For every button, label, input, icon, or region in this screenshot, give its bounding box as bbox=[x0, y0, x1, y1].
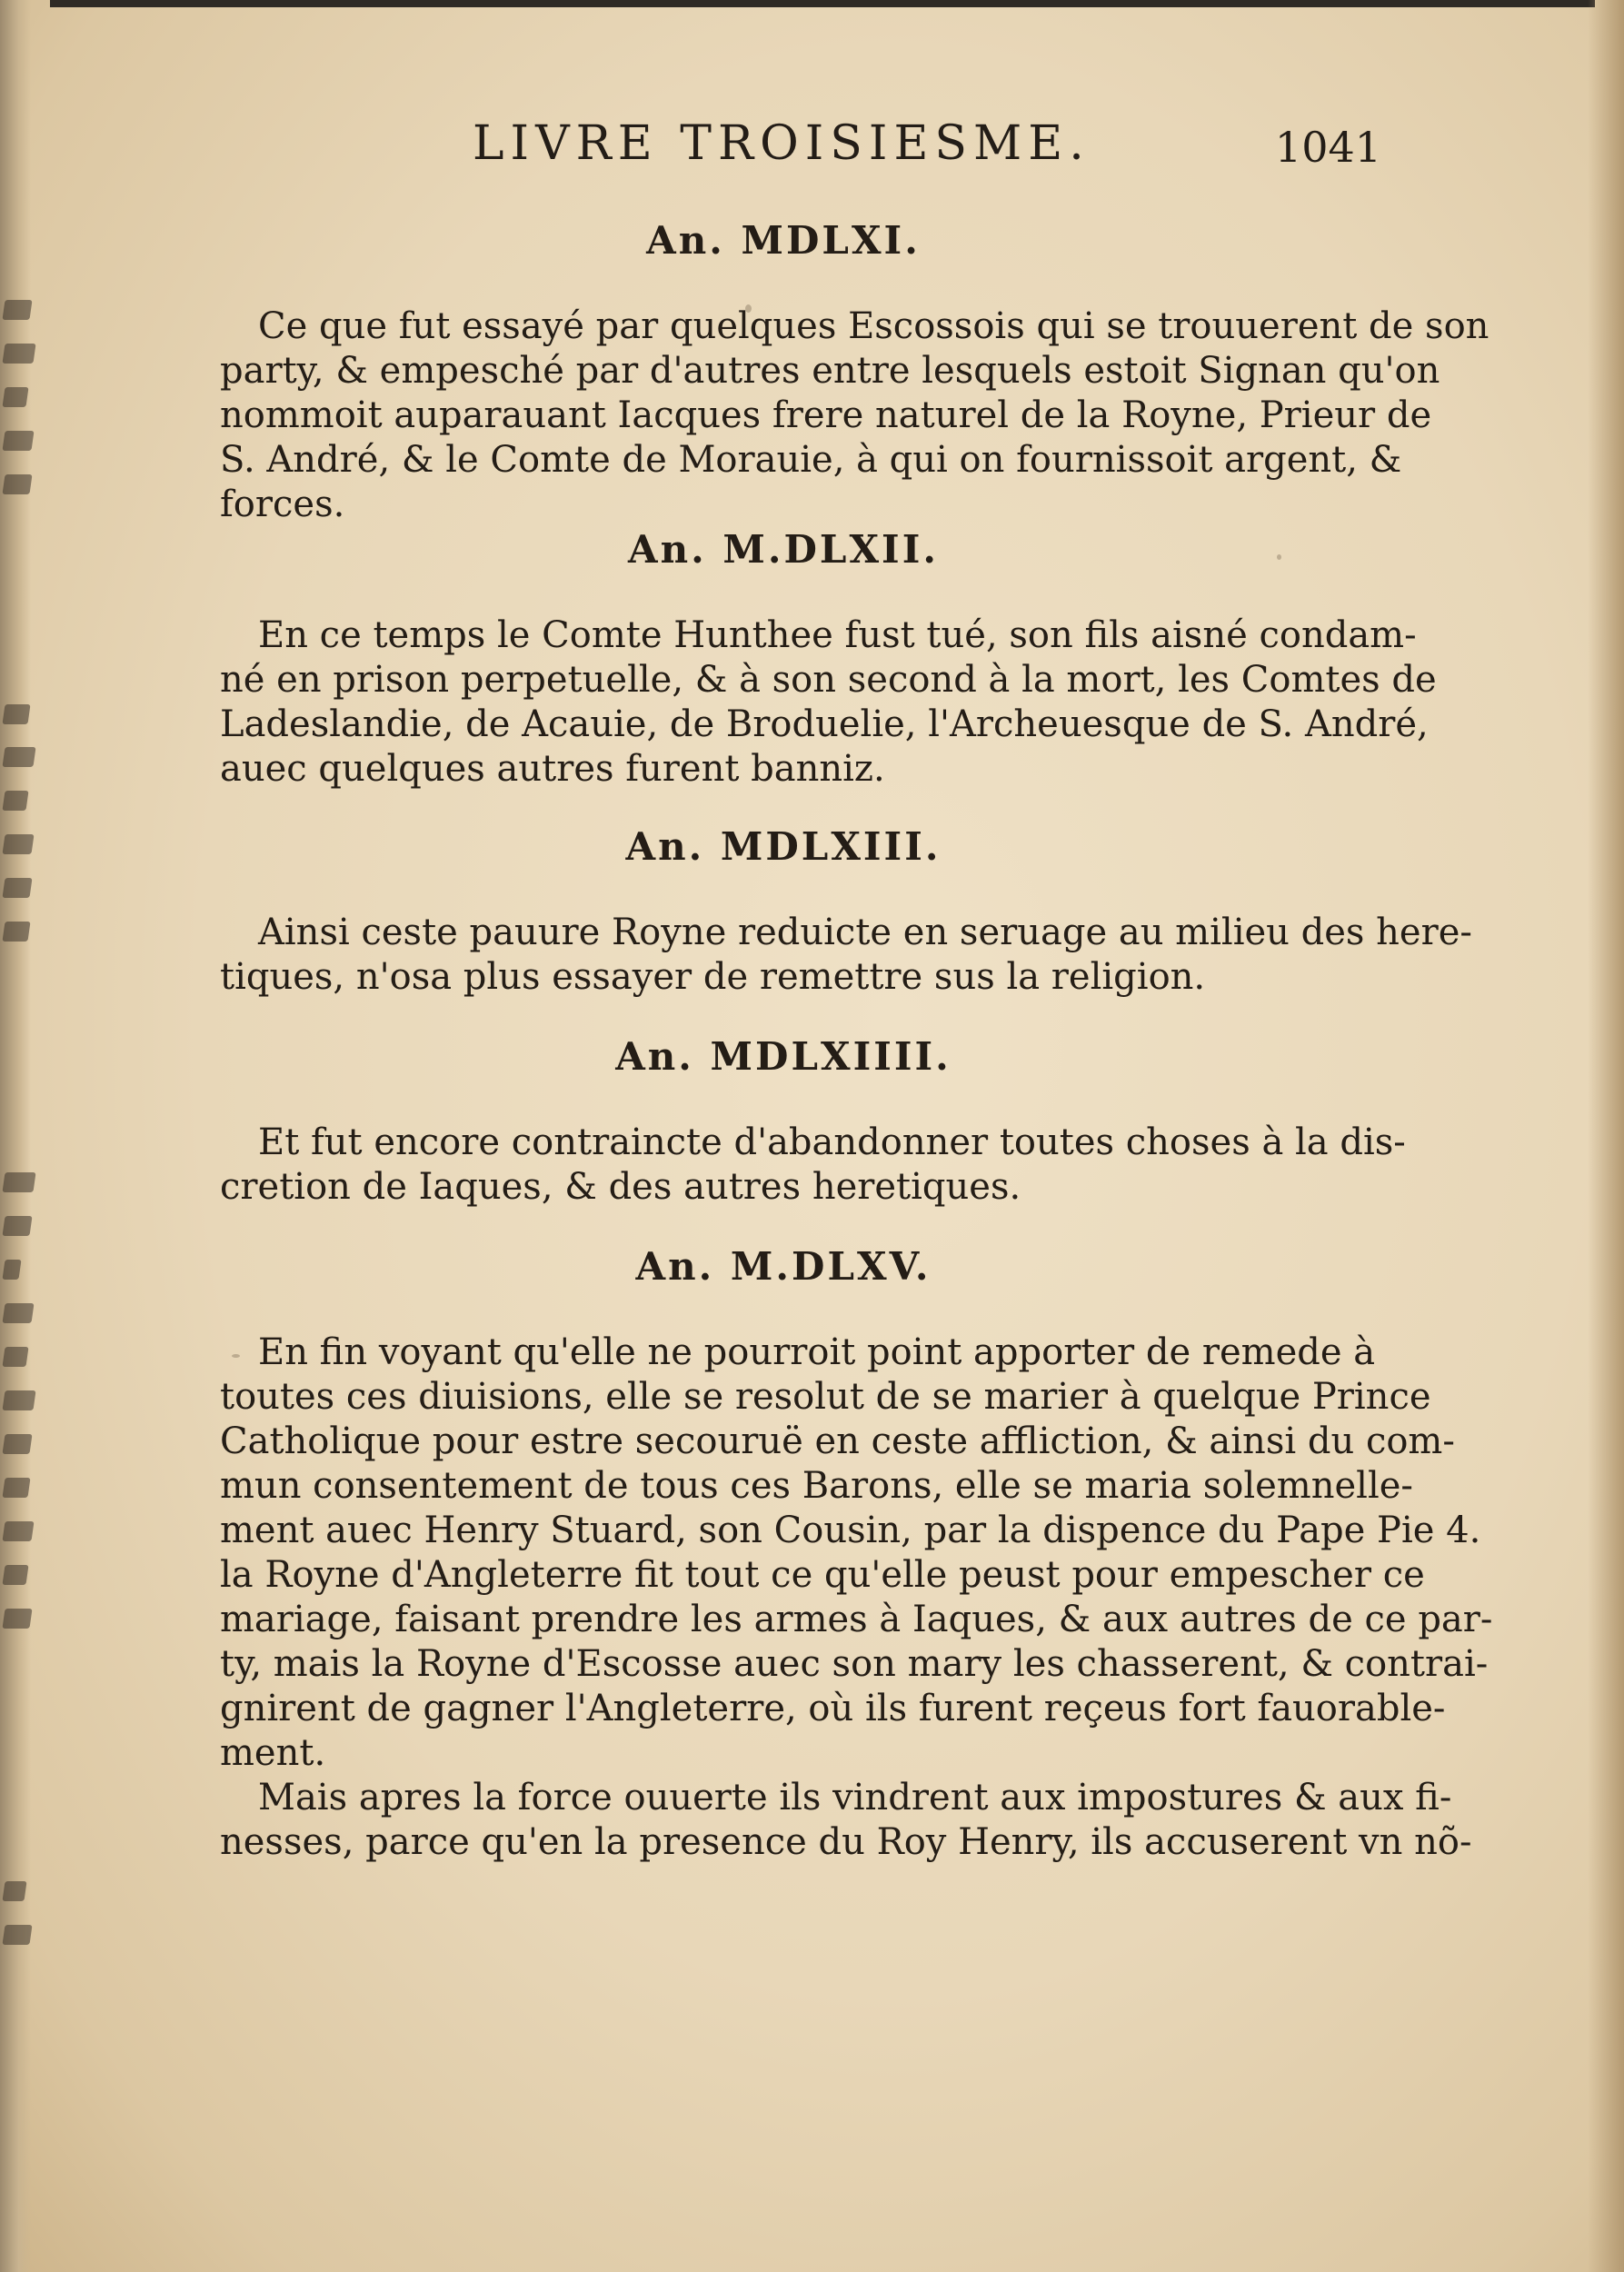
year-heading: An. M.DLXV. bbox=[635, 1244, 932, 1289]
running-header bbox=[227, 100, 1409, 191]
text-line: ty, mais la Royne d'Escosse auec son mary les chasserent, & contrai- bbox=[220, 1643, 1489, 1685]
text-line: cretion de Iaques, & des autres heretiques. bbox=[220, 1166, 1021, 1208]
text-line: la Royne d'Angleterre fit tout ce qu'elle peust pour empescher ce bbox=[220, 1554, 1425, 1596]
text-line: Ladeslandie, de Acauie, de Broduelie, l'Archeuesque de S. André, bbox=[220, 703, 1429, 745]
year-heading: An. MDLXIII. bbox=[625, 824, 942, 869]
year-heading: An. M.DLXII. bbox=[628, 527, 939, 572]
text-line: En ce temps le Comte Hunthee fust tué, son fils aisné condam- bbox=[258, 614, 1417, 656]
year-heading: An. MDLXI. bbox=[646, 218, 921, 263]
text-line: Ainsi ceste pauure Royne reduicte en seruage au milieu des here- bbox=[258, 912, 1472, 953]
text-line: mariage, faisant prendre les armes à Iaques, & aux autres de ce par- bbox=[220, 1599, 1493, 1640]
page-number: 1041 bbox=[1274, 123, 1381, 172]
text-line: Et fut encore contraincte d'abandonner toutes choses à la dis- bbox=[258, 1121, 1406, 1163]
text-line: tiques, n'osa plus essayer de remettre sus la religion. bbox=[220, 956, 1206, 998]
text-line: party, & empesché par d'autres entre lesquels estoit Signan qu'on bbox=[220, 350, 1440, 392]
paragraph bbox=[220, 304, 1489, 527]
bleed-through-margin bbox=[0, 300, 64, 2027]
text-line: toutes ces diuisions, elle se resolut de se marier à quelque Prince bbox=[220, 1376, 1431, 1418]
text-line: gnirent de gagner l'Angleterre, où ils furent reçeus fort fauorable- bbox=[220, 1688, 1446, 1729]
paragraph bbox=[220, 1330, 1493, 1865]
text-line: Mais apres la force ouuerte ils vindrent aux impostures & aux fi- bbox=[258, 1777, 1452, 1819]
text-line: nommoit auparauant Iacques frere naturel de la Royne, Prieur de bbox=[220, 394, 1432, 436]
page-top-edge bbox=[50, 0, 1595, 7]
text-line: Ce que fut essayé par quelques Escossois qui se trouuerent de son bbox=[258, 305, 1489, 347]
running-title: LIVRE TROISIESME. bbox=[473, 116, 1091, 171]
text-line: Catholique pour estre secouruë en ceste affliction, & ainsi du com- bbox=[220, 1420, 1455, 1462]
text-line: né en prison perpetuelle, & à son second à la mort, les Comtes de bbox=[220, 659, 1437, 701]
text-line: mun consentement de tous ces Barons, elle se maria solemnelle- bbox=[220, 1465, 1413, 1507]
text-line: ment auec Henry Stuard, son Cousin, par la dispence du Pape Pie 4. bbox=[220, 1510, 1481, 1551]
text-line: ment. bbox=[220, 1732, 326, 1774]
text-line: auec quelques autres furent banniz. bbox=[220, 748, 885, 790]
page-body bbox=[220, 218, 1493, 1865]
text-line: S. André, & le Comte de Morauie, à qui on fournissoit argent, & bbox=[220, 439, 1402, 481]
paragraph bbox=[220, 613, 1437, 792]
paragraph bbox=[220, 911, 1472, 1000]
paragraph bbox=[220, 1121, 1406, 1210]
text-line: forces. bbox=[220, 483, 345, 525]
text-line: En fin voyant qu'elle ne pourroit point apporter de remede à bbox=[258, 1331, 1376, 1373]
text-line: nesses, parce qu'en la presence du Roy Henry, ils accuserent vn nõ- bbox=[220, 1821, 1472, 1863]
year-heading: An. MDLXIIII. bbox=[615, 1034, 951, 1079]
